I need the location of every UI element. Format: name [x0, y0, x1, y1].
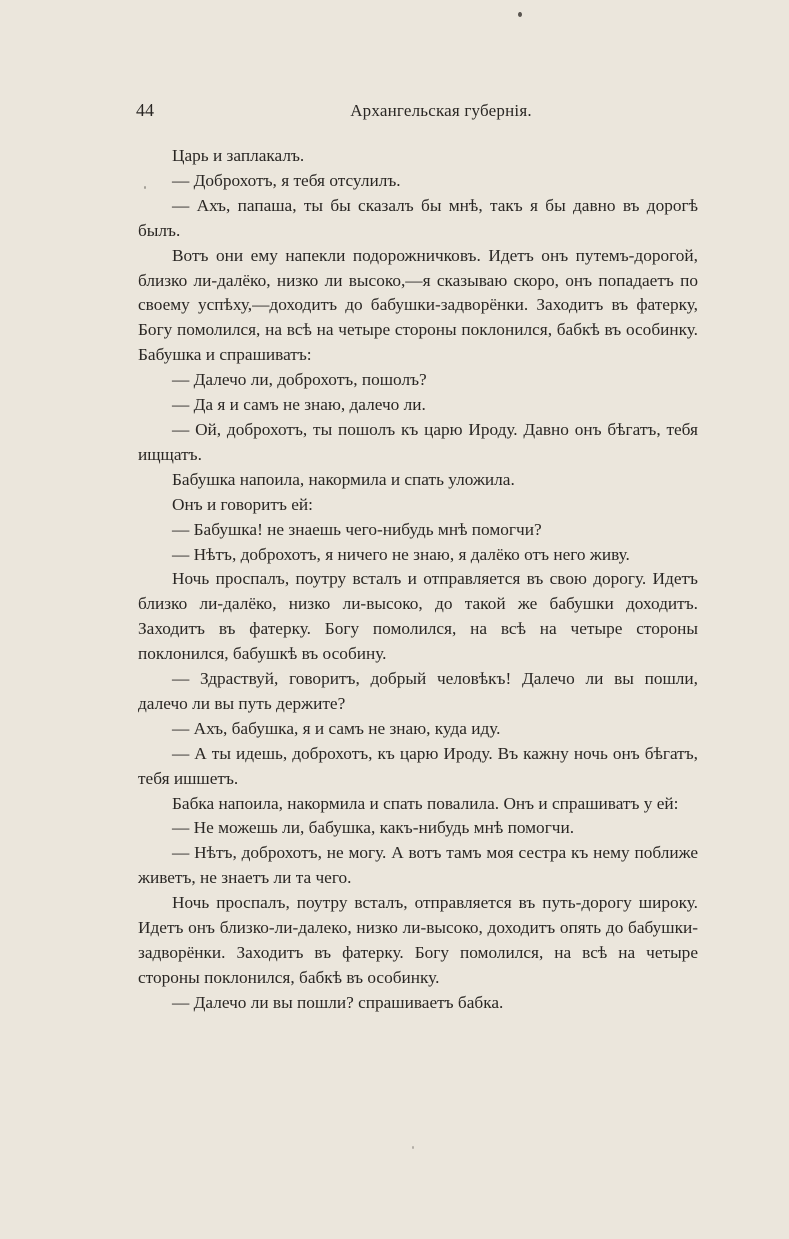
ink-speck [412, 1146, 414, 1149]
paragraph: — Далечо ли вы пошли? спрашиваетъ бабка. [172, 992, 504, 1012]
paragraph: Ночь проспалъ, поутру всталъ, отправляется въ путь-дорогу широку. Идетъ онъ близко-ли-далеко, низко ли-высоко, доходитъ опять до бабушки-задворёнки. Заходитъ въ фатерку. Богу помолился, на всѣ на четыре стороны поклонился, бабкѣ въ особинку. [138, 893, 698, 987]
paragraph: Онъ и говоритъ ей: [172, 494, 313, 514]
page-number: 44 [136, 100, 154, 120]
paragraph: — Не можешь ли, бабушка, какъ-нибудь мнѣ помогчи. [172, 818, 575, 838]
paragraph: Бабка напоила, накормила и спать повалила. Онъ и спрашиватъ у ей: [172, 793, 679, 813]
paragraph: Бабушка напоила, накормила и спать уложила. [172, 469, 515, 489]
paragraph: Вотъ они ему напекли подорожничковъ. Идетъ онъ путемъ-дорогой, близко ли-далёко, низко ли высоко,—я сказываю скоро, онъ попадаетъ по своему успѣху,—доходитъ до бабушки-задворёнки. Заходитъ въ фатерку, Богу помолился, на всѣ на четыре стороны поклонился, бабкѣ въ особинку. Бабушка и спрашиватъ: [138, 245, 698, 365]
paragraph: — Нѣтъ, доброхотъ, не могу. А вотъ тамъ моя сестра къ нему поближе живетъ, не знаетъ ли та чего. [138, 843, 698, 888]
paragraph: — А ты идешь, доброхотъ, къ царю Ироду. Въ кажну ночь онъ бѣгатъ, тебя ишшетъ. [138, 743, 698, 788]
paragraph: — Доброхотъ, я тебя отсулилъ. [172, 170, 401, 190]
paragraph: Ночь проспалъ, поутру всталъ и отправляется въ свою дорогу. Идетъ близко ли-далёко, низко ли-высоко, до такой же бабушки доходитъ. Заходитъ въ фатерку. Богу помолился, на всѣ на четыре стороны поклонился, бабушкѣ въ особину. [138, 569, 698, 664]
text-body [138, 144, 698, 1016]
paragraph: — Ой, доброхотъ, ты пошолъ къ царю Ироду. Давно онъ бѣгатъ, тебя ищщатъ. [138, 419, 698, 464]
paragraph: — Далечо ли, доброхотъ, пошолъ? [172, 370, 427, 390]
paragraph: — Здраствуй, говоритъ, добрый человѣкъ! Далечо ли вы пошли, далечо ли вы путь держите? [138, 669, 698, 713]
page-header [136, 100, 706, 126]
paragraph: — Нѣтъ, доброхотъ, я ничего не знаю, я далёко отъ него живу. [172, 544, 630, 564]
ink-speck [518, 12, 522, 17]
paragraph: Царь и заплакалъ. [172, 146, 305, 165]
paragraph: — Да я и самъ не знаю, далечо ли. [172, 395, 426, 415]
paragraph: — Ахъ, папаша, ты бы сказалъ бы мнѣ, такъ я бы давно въ дорогѣ былъ. [138, 195, 698, 240]
paragraph: — Ахъ, бабушка, я и самъ не знаю, куда иду. [172, 718, 501, 738]
running-head: Архангельская губернія. [350, 101, 532, 120]
paragraph: — Бабушка! не знаешь чего-нибудь мнѣ помогчи? [172, 519, 542, 539]
